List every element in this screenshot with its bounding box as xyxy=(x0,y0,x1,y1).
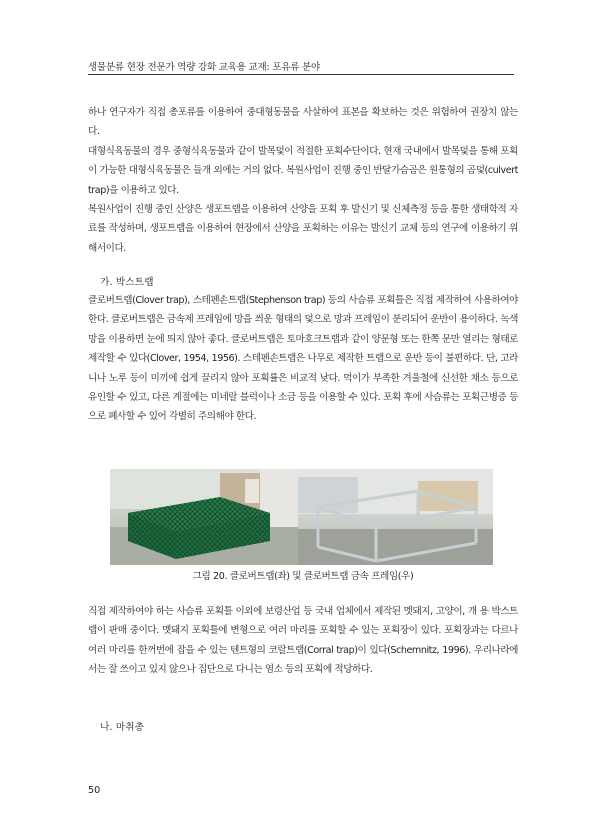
clover-trap-photo xyxy=(110,469,298,565)
body-text-box-trap xyxy=(88,291,518,427)
page-number: 50 xyxy=(88,785,101,796)
paragraph: 하나 연구자가 직접 총포류를 이용하여 중대형동물을 사살하여 표본을 확보하는 것은 위험하여 권장치 않는다. xyxy=(88,107,518,138)
trap-frame-photo xyxy=(298,469,493,565)
header-rule xyxy=(88,74,514,75)
section-heading-box-trap: 가. 박스트랩 xyxy=(100,277,154,288)
figure-caption: 그림 20. 클로버트랩(좌) 및 클로버트랩 금속 프레임(우) xyxy=(192,571,414,582)
paragraph: 복원사업이 진행 중인 산양은 생포트랩을 이용하여 산양을 포획 후 발신기 및 신체측정 등을 통한 생태학적 자료를 작성하며, 생포트랩을 이용하여 현장에서 산양을 포획하는 이유는 발신기 교체 등의 연구에 이용하기 위해서이다. xyxy=(88,204,518,254)
section-heading-tranquilizer-gun: 나. 마취총 xyxy=(100,722,145,733)
clover-trap-illustration xyxy=(110,469,298,565)
paragraph: 직접 제작하여야 하는 사슴류 포획틀 이외에 보령산업 등 국내 업체에서 제작된 멧돼지, 고양이, 개 용 박스트랩이 판매 중이다. 멧돼지 포획틀에 변형으로 여러 마리를 포획할 수 있는 포획장이 있다. 포획장과는 다르나 여러 마리를 한꺼번에 잡을 수 있는 텐트형의 코랄트랩(Corral trap)이 있다(Schemnitz, 1996). 우리나라에서는 잘 쓰이고 있지 않으나 집단으로 다니는 염소 등의 포획에 적당하다. xyxy=(88,606,518,676)
figure-clover-trap xyxy=(110,469,493,565)
paragraph: 클로버트랩(Clover trap), 스테펜손트랩(Stephenson trap) 등의 사슴류 포획틀은 직접 제작하여 사용하여야 한다. 클로버트랩은 금속제 프레임에 망을 씌운 형태의 덫으로 망과 프레임이 분리되어 운반이 용이하다. 녹색망을 이용하면 눈에 띄지 않아 좋다. 클로버트랩은 토마호크트랩과 같이 양문형 또는 한쪽 문만 열리는 형태로 제작할 수 있다(Clover, 1954, 1956). 스테펜손트랩은 나무로 제작한 트랩으로 운반 등이 불편하다. 단, 고라니나 노루 등이 미끼에 쉽게 끌리지 않아 포획률은 비교적 낮다. 먹이가 부족한 겨울철에 신선한 채소 등으로 유인할 수 있고, 다른 계절에는 미네랄 블럭이나 소금 등을 이용할 수 있다. 포획 후에 사슴류는 포획근병증 등으로 폐사할 수 있어 각별히 주의해야 한다. xyxy=(88,295,518,423)
body-text-after-figure xyxy=(88,602,518,680)
paragraph: 대형식육동물의 경우 중형식육동물과 같이 발목덫이 적절한 포획수단이다. 현재 국내에서 발목덫을 통해 포획이 가능한 대형식육동물은 들개 외에는 거의 없다. 복원사업이 진행 중인 반달가슴곰은 원통형의 곰덫(culvert trap)을 이용하고 있다. xyxy=(88,145,518,196)
body-text-top xyxy=(88,103,518,258)
running-header: 생물분류 현장 전문가 역량 강화 교육용 교재: 포유류 분야 xyxy=(88,62,321,73)
trap-frame-illustration xyxy=(298,469,493,565)
